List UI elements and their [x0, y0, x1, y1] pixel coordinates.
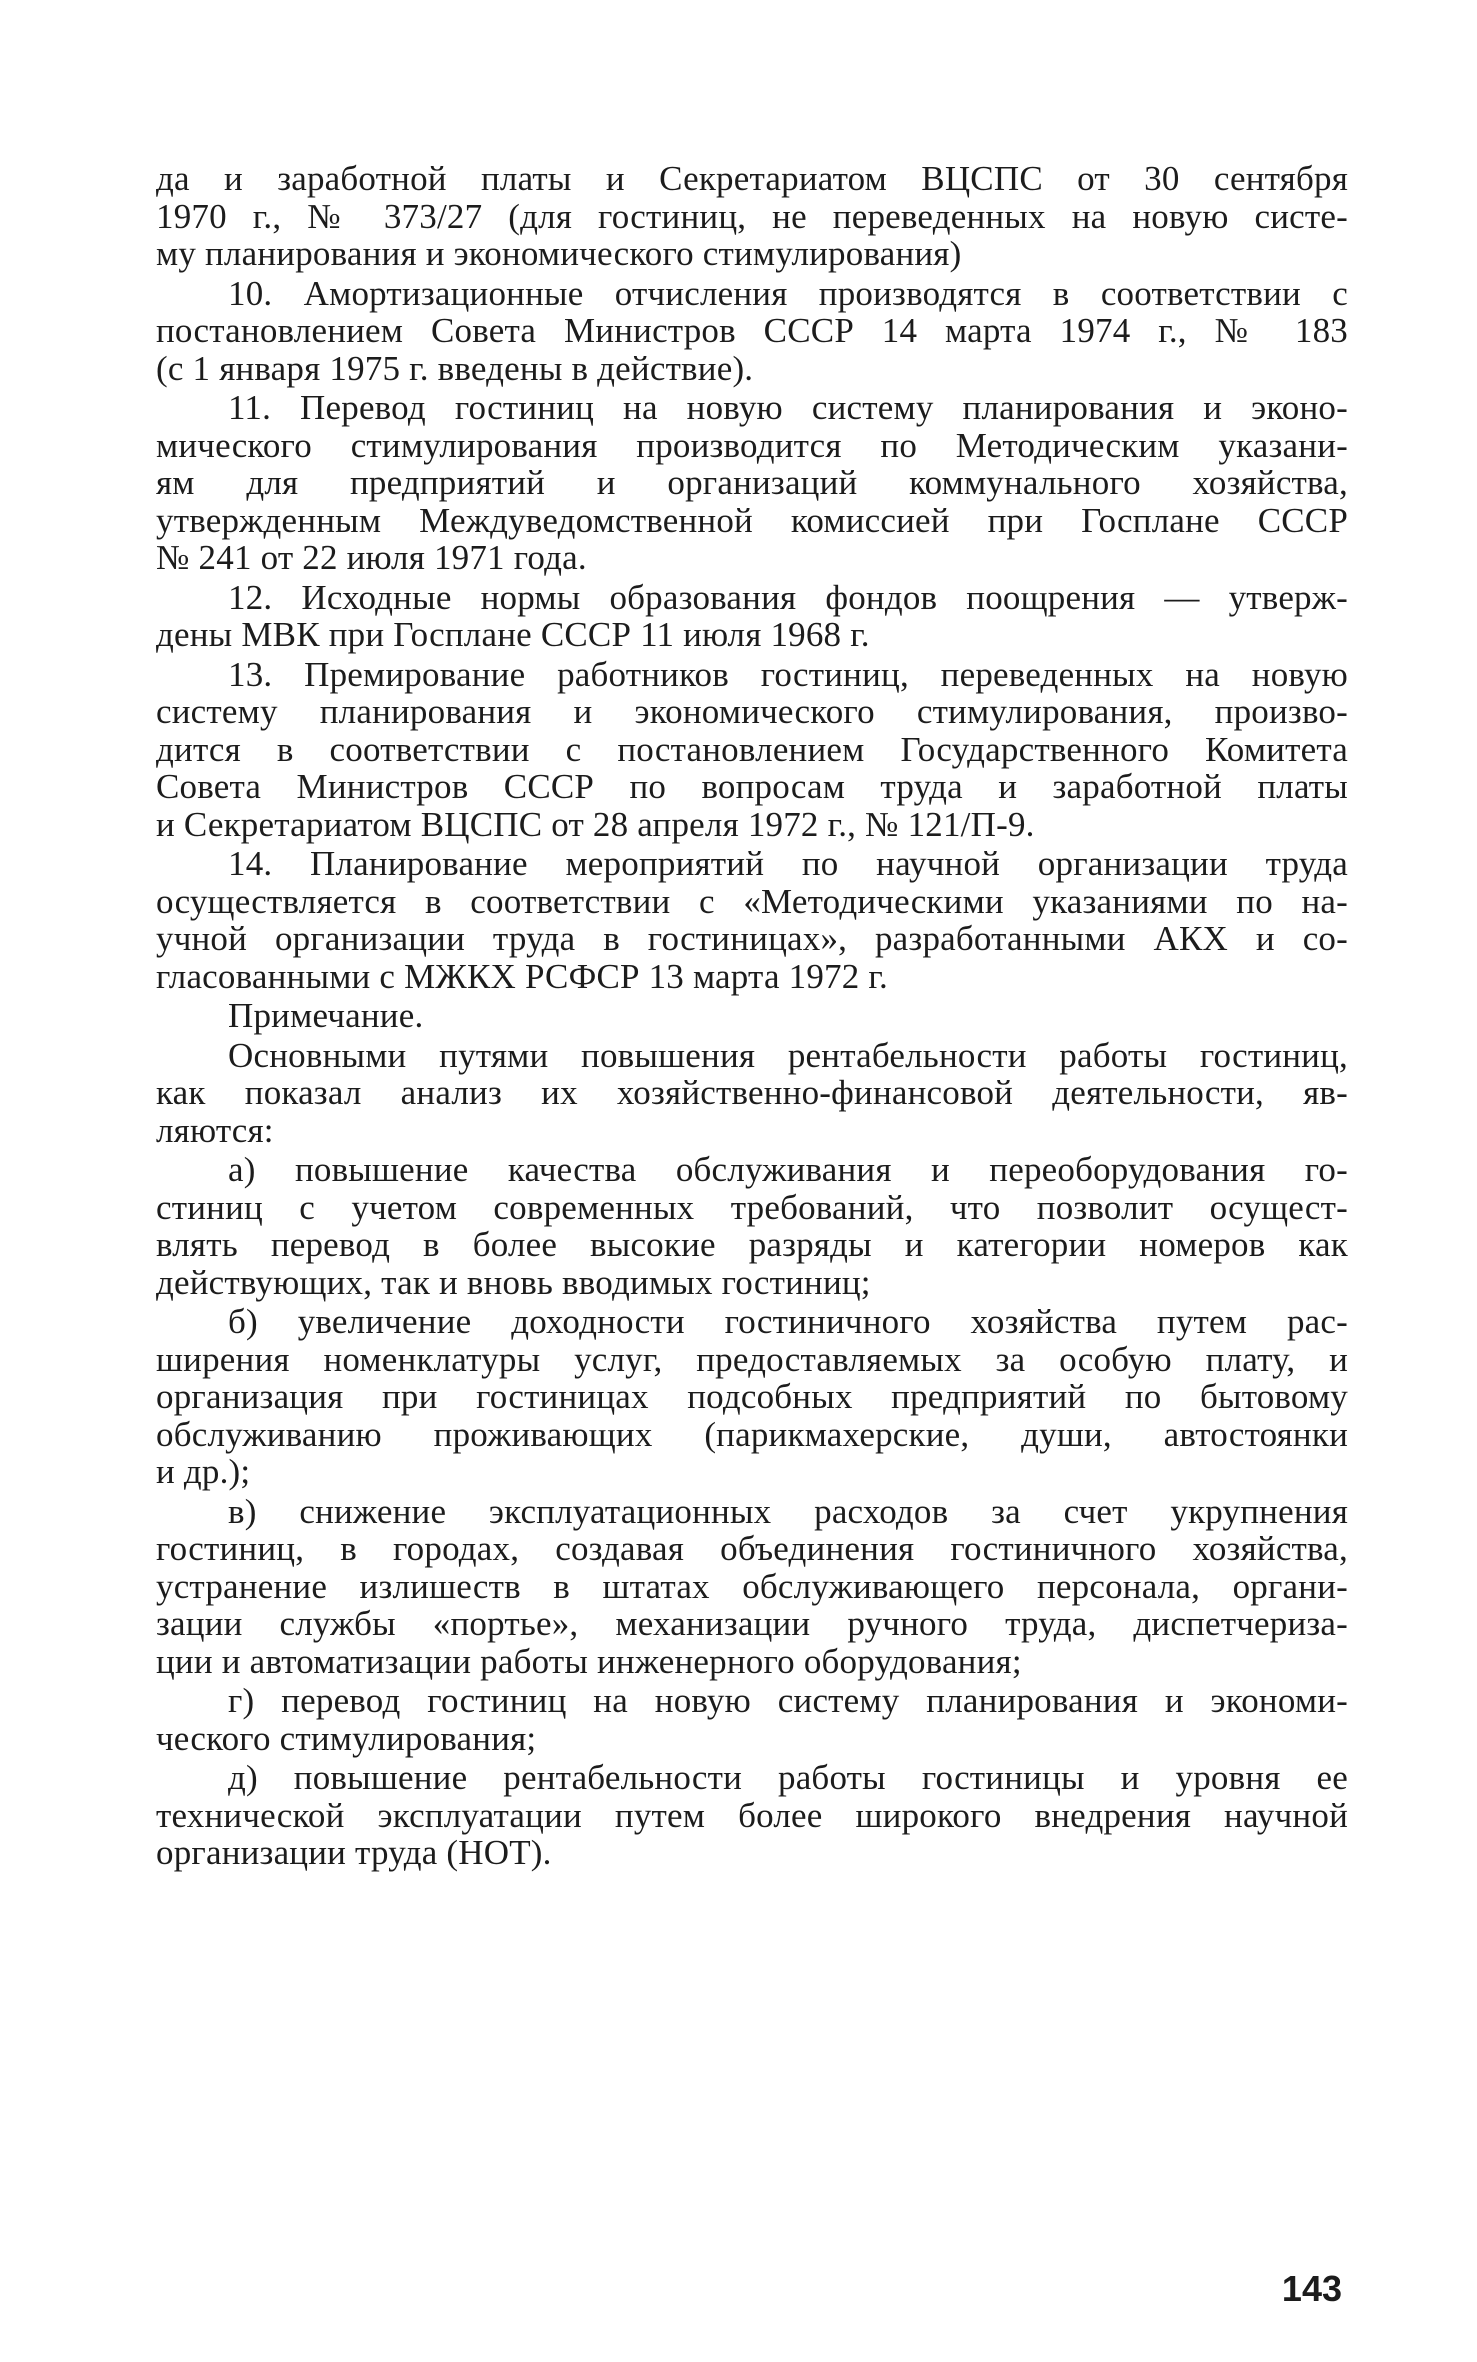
text-line: б) увеличение доходности гостиничного хозяйства путем рас-: [228, 1302, 1348, 1341]
text-line: д) повышение рентабельности работы гостиницы и уровня ее: [228, 1758, 1348, 1797]
text-line: действующих, так и вновь вводимых гостиниц;: [156, 1262, 871, 1302]
text-line: му планирования и экономического стимулирования): [156, 234, 962, 273]
text-line: технической эксплуатации путем более широкого внедрения научной: [156, 1795, 1348, 1835]
text-line: утвержденным Междуведомственной комиссией при Госплане СССР: [156, 500, 1348, 540]
text-line: организация при гостиницах подсобных предприятий по бытовому: [156, 1377, 1348, 1416]
text-line: 14. Планирование мероприятий по научной организации труда: [228, 844, 1348, 883]
text-line: а) повышение качества обслуживания и переоборудования го-: [228, 1150, 1348, 1189]
text-line: Совета Министров СССР по вопросам труда и заработной платы: [156, 767, 1348, 806]
text-line: систему планирования и экономического стимулирования, произво-: [156, 692, 1348, 731]
text-line: 12. Исходные нормы образования фондов поощрения — утверж-: [228, 577, 1348, 617]
text-line: гостиниц, в городах, создавая объединения гостиничного хозяйства,: [156, 1529, 1348, 1568]
text-line: в) снижение эксплуатационных расходов за счет укрупнения: [228, 1491, 1348, 1531]
text-line: да и заработной платы и Секретариатом ВЦСПС от 30 сентября: [156, 159, 1348, 198]
text-line: г) перевод гостиниц на новую систему планирования и экономи-: [228, 1681, 1348, 1720]
text-line: и др.);: [156, 1452, 251, 1491]
text-line: дится в соответствии с постановлением Государственного Комитета: [156, 729, 1348, 769]
document-page: [156, 160, 1348, 1874]
text-line: ции и автоматизации работы инженерного оборудования;: [156, 1641, 1022, 1681]
text-line: зации службы «портье», механизации ручного труда, диспетчериза-: [156, 1604, 1348, 1643]
text-line: обслуживанию проживающих (парикмахерские, души, автостоянки: [156, 1414, 1348, 1454]
page-number: 143: [1281, 2268, 1342, 2309]
text-line: влять перевод в более высокие разряды и категории номеров как: [156, 1225, 1348, 1264]
note-heading: [156, 997, 1348, 1035]
paragraph-item-10: [156, 275, 1348, 388]
text-line: ширения номенклатуры услуг, предоставляемых за особую плату, и: [156, 1339, 1348, 1379]
text-line: Основными путями повышения рентабельности работы гостиниц,: [228, 1035, 1348, 1075]
text-line: постановлением Совета Министров СССР 14 марта 1974 г., № 183: [156, 311, 1348, 350]
paragraph-note-d: [156, 1759, 1348, 1872]
text-line: как показал анализ их хозяйственно-финансовой деятельности, яв-: [156, 1073, 1348, 1112]
paragraph-note-b: [156, 1303, 1348, 1491]
text-line: стиниц с учетом современных требований, что позволит осущест-: [156, 1187, 1348, 1227]
text-line: ляются:: [156, 1110, 274, 1150]
text-line: и Секретариатом ВЦСПС от 28 апреля 1972 г., № 121/П-9.: [156, 804, 1035, 844]
text-line: ческого стимулирования;: [156, 1718, 537, 1758]
text-line: 10. Амортизационные отчисления производятся в соответствии с: [228, 273, 1348, 313]
paragraph-note-intro: [156, 1037, 1348, 1150]
paragraph-item-13: [156, 656, 1348, 844]
text-line: 13. Премирование работников гостиниц, переведенных на новую: [228, 654, 1348, 694]
paragraph-note-v: [156, 1493, 1348, 1681]
text-line: мического стимулирования производится по Методическим указани-: [156, 425, 1348, 465]
text-line: ям для предприятий и организаций коммунального хозяйства,: [156, 463, 1348, 502]
text-line: осуществляется в соответствии с «Методическими указаниями по на-: [156, 881, 1348, 921]
text-line: дены МВК при Госплане СССР 11 июля 1968 г.: [156, 615, 870, 654]
text-line: (с 1 января 1975 г. введены в действие).: [156, 348, 754, 388]
paragraph-note-g: [156, 1682, 1348, 1757]
paragraph-item-12: [156, 579, 1348, 654]
text-line: № 241 от 22 июля 1971 года.: [156, 538, 587, 577]
text-line: учной организации труда в гостиницах», разработанными АКХ и со-: [156, 919, 1348, 958]
text-line: 1970 г., № 373/27 (для гостиниц, не переведенных на новую систе-: [156, 196, 1348, 236]
paragraph-item-11: [156, 389, 1348, 577]
text-line: 11. Перевод гостиниц на новую систему планирования и эконо-: [228, 388, 1348, 427]
paragraph-item-14: [156, 845, 1348, 995]
text-line: гласованными с МЖКХ РСФСР 13 марта 1972 г.: [156, 956, 888, 996]
paragraph-note-a: [156, 1151, 1348, 1301]
text-line: устранение излишеств в штатах обслуживающего персонала, органи-: [156, 1566, 1348, 1606]
text-line: организации труда (НОТ).: [156, 1833, 552, 1872]
text-line: Примечание.: [228, 996, 424, 1035]
paragraph-continuation: [156, 160, 1348, 273]
